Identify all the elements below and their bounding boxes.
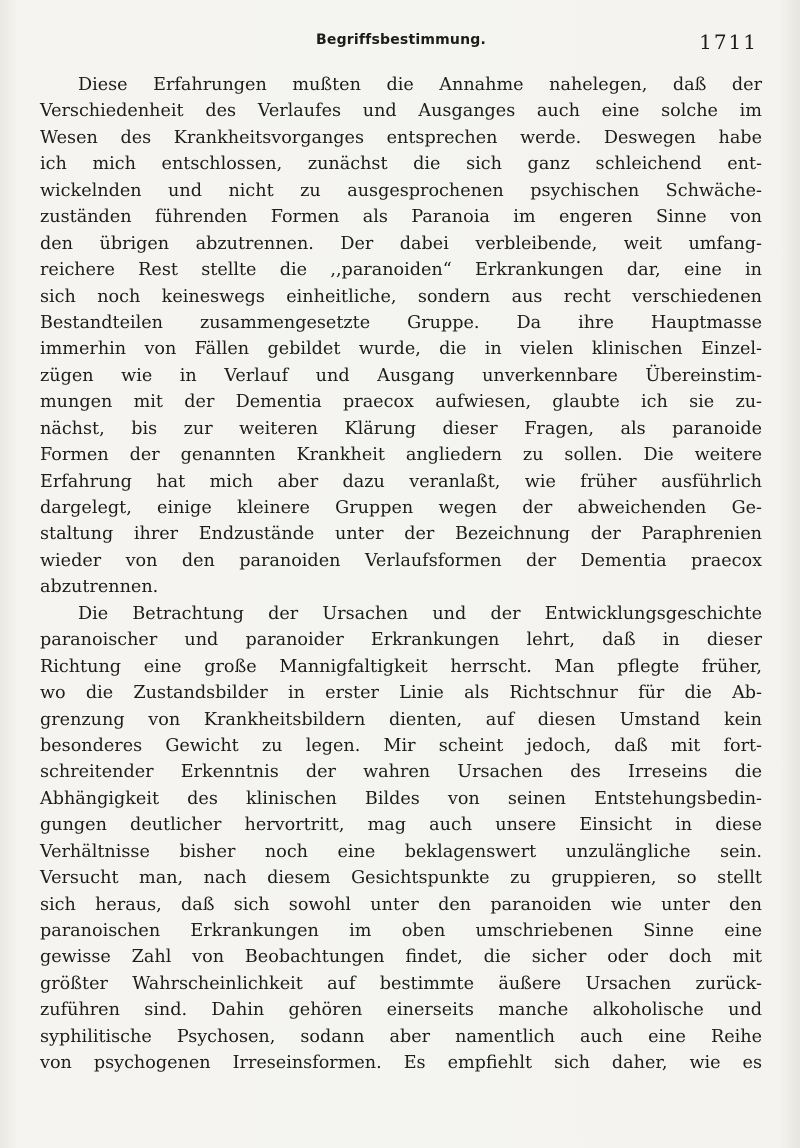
text-line: schreitender Erkenntnis der wahren Ursachen des Irreseins die	[40, 762, 762, 783]
text-line: von psychogenen Irreseinsformen. Es empfiehlt sich daher, wie es	[40, 1053, 762, 1074]
text-line: paranoischer und paranoider Erkrankungen lehrt, daß in dieser	[40, 630, 762, 651]
text-line: mungen mit der Dementia praecox aufwiesen, glaubte ich sie zu-	[40, 392, 762, 413]
text-line: sich noch keineswegs einheitliche, sondern aus recht verschiedenen	[40, 286, 762, 307]
text-line: Diese Erfahrungen mußten die Annahme nahelegen, daß der	[78, 75, 762, 95]
text-line: Abhängigkeit des klinischen Bildes von seinen Entstehungsbedin-	[40, 788, 762, 809]
text-line: gewisse Zahl von Beobachtungen findet, die sicher oder doch mit	[40, 947, 762, 968]
page-header	[40, 30, 762, 54]
text-line: gungen deutlicher hervortritt, mag auch unsere Einsicht in diese	[40, 815, 762, 836]
text-line: immerhin von Fällen gebildet wurde, die in vielen klinischen Einzel-	[40, 339, 762, 360]
running-title: Begriffsbestimmung.	[316, 32, 486, 48]
text-line: paranoischen Erkrankungen im oben umschriebenen Sinne eine	[40, 921, 762, 941]
body-text	[40, 72, 762, 1077]
text-line: sich heraus, daß sich sowohl unter den paranoiden wie unter den	[40, 894, 762, 915]
text-line: grenzung von Krankheitsbildern dienten, auf diesen Umstand kein	[40, 709, 762, 730]
text-line: reichere Rest stellte die ,,paranoiden“ Erkrankungen dar, eine in	[40, 260, 762, 281]
text-line: zuführen sind. Dahin gehören einerseits manche alkoholische und	[40, 1000, 762, 1021]
text-line: wieder von den paranoiden Verlaufsformen der Dementia praecox	[40, 550, 762, 571]
text-line: zuständen führenden Formen als Paranoia im engeren Sinne von	[40, 207, 762, 228]
text-line: Bestandteilen zusammengesetzte Gruppe. Da ihre Hauptmasse	[40, 312, 762, 333]
text-line: dargelegt, einige kleinere Gruppen wegen der abweichenden Ge-	[40, 498, 762, 518]
text-line: Richtung eine große Mannigfaltigkeit herrscht. Man pflegte früher,	[40, 656, 762, 677]
text-line: syphilitische Psychosen, sodann aber namentlich auch eine Reihe	[40, 1026, 762, 1047]
text-line: staltung ihrer Endzustände unter der Bezeichnung der Paraphrenien	[40, 524, 762, 545]
text-line: Verschiedenheit des Verlaufes und Ausganges auch eine solche im	[40, 101, 762, 122]
text-line: abzutrennen.	[40, 577, 159, 598]
text-line: Verhältnisse bisher noch eine beklagenswert unzulängliche sein.	[40, 841, 762, 862]
text-line: Formen der genannten Krankheit angliedern zu sollen. Die weitere	[40, 445, 762, 466]
text-line: Versucht man, nach diesem Gesichtspunkte zu gruppieren, so stellt	[40, 868, 762, 889]
text-line: größter Wahrscheinlichkeit auf bestimmte äußere Ursachen zurück-	[40, 973, 762, 994]
text-line: den übrigen abzutrennen. Der dabei verbleibende, weit umfang-	[40, 233, 762, 254]
text-line: Wesen des Krankheitsvorganges entsprechen werde. Deswegen habe	[40, 127, 762, 148]
text-line: nächst, bis zur weiteren Klärung dieser Fragen, als paranoide	[40, 418, 762, 439]
page-number: 1711	[699, 30, 758, 54]
text-line: Erfahrung hat mich aber dazu veranlaßt, wie früher ausführlich	[40, 471, 762, 492]
text-line: zügen wie in Verlauf und Ausgang unverkennbare Übereinstim-	[40, 365, 762, 386]
text-line: Die Betrachtung der Ursachen und der Entwicklungsgeschichte	[78, 603, 762, 624]
text-line: ich mich entschlossen, zunächst die sich ganz schleichend ent-	[40, 154, 762, 175]
text-line: wo die Zustandsbilder in erster Linie als Richtschnur für die Ab-	[40, 683, 762, 704]
text-line: wickelnden und nicht zu ausgesprochenen psychischen Schwäche-	[40, 180, 762, 201]
text-line: besonderes Gewicht zu legen. Mir scheint jedoch, daß mit fort-	[40, 735, 762, 756]
